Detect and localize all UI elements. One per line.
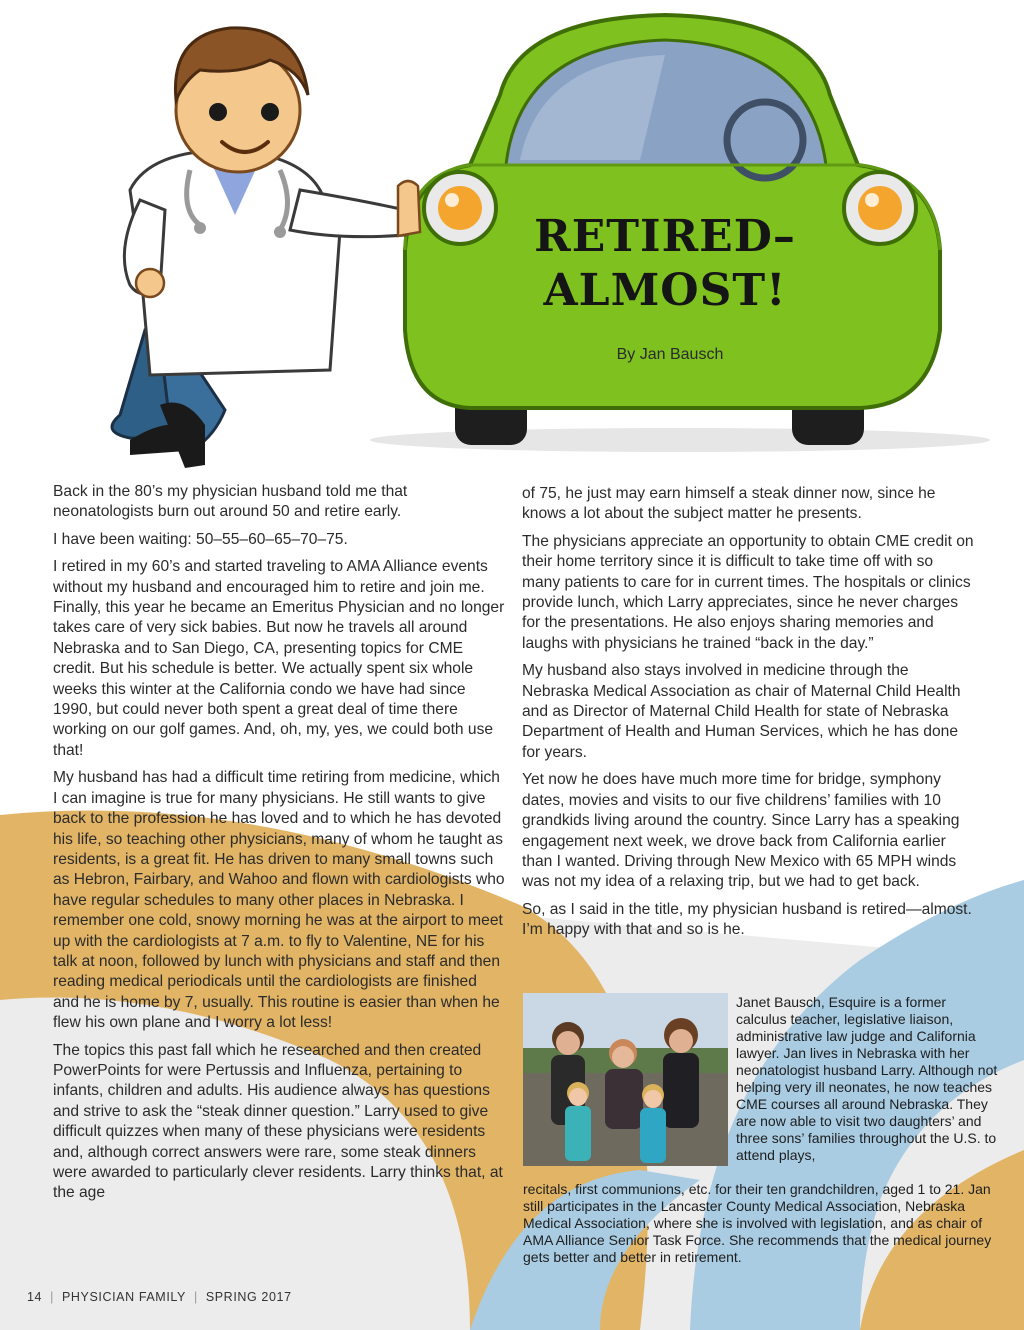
- byline: By Jan Bausch: [616, 346, 724, 363]
- left-paragraph-5: The topics this past fall which he researched and then created PowerPoints for were Pertussis and Influenza, pertaining to infants, children and adults. His audience always has questions and strive to ask the “steak dinner question.” Larry used to give difficult quizzes when many of these physicians were residents and, although correct answers were rare, some steak dinners were awarded to particularly clever residents. Larry thinks that, at the age: [53, 1041, 503, 1202]
- left-paragraph-4: My husband has had a difficult time retiring from medicine, which I can imagine is true for many physicians. He still wants to give back to the profession he has loved and to which he has devoted his life, so teaching other physicians, many of whom he taught as residents, is a great fit. He has driven to many small towns such as Hebron, Fairbary, and Wahoo and flown with cardiologists who have regular schedules to many other places in Nebraska. I remember one cold, snowy morning he was at the airport to meet up with the cardiologists at 7 a.m. to fly to Valentine, NE for his talk at noon, followed by lunch with physicians and staff and then reading medical periodicals until the cardiologists are finished and he is home by 7, usually. This routine is easier than when he flew his own plane and I worry a lot less!: [53, 769, 505, 1032]
- author-bio-bottom: recitals, first communions, etc. for their ten grandchildren, aged 1 to 21. Jan still participates in the Lancaster County Medical Association, Nebraska Medical Association, where she is involved with legislation, and as chair of AMA Alliance Senior Task Force. She recommends that the medical journey gets better and better in retirement.: [523, 1181, 992, 1265]
- right-paragraph-1: of 75, he just may earn himself a steak dinner now, since he knows a lot about the subject matter he presents.: [522, 485, 936, 523]
- page-footer: 14 | PHYSICIAN FAMILY | SPRING 2017: [27, 1290, 292, 1304]
- left-column: [53, 482, 505, 1211]
- publication-name: PHYSICIAN FAMILY: [61, 1290, 186, 1304]
- title-line-1: RETIRED–: [534, 211, 796, 262]
- right-paragraph-3: My husband also stays involved in medicine through the Nebraska Medical Association as chair of Maternal Child Health and as Director of Maternal Child Health for state of Nebraska Department of Health and Human Services, which he has done for years.: [522, 662, 961, 761]
- left-paragraph-2: I have been waiting: 50–55–60–65–70–75.: [53, 530, 348, 548]
- issue-date: SPRING 2017: [205, 1290, 292, 1304]
- family-photo: [523, 993, 728, 1166]
- left-paragraph-1: Back in the 80’s my physician husband told me that neonatologists burn out around 50 and retire early.: [53, 483, 408, 521]
- right-paragraph-2: The physicians appreciate an opportunity to obtain CME credit on their home territory since it is difficult to take time off with so many patients to care for in current times. The hospitals or clinics provide lunch, which Larry appreciates, since he never charges for the presentations. He also enjoys sharing memories and laughs with physicians he trained “back in the day.”: [522, 532, 974, 652]
- right-column: [522, 484, 974, 948]
- left-paragraph-3: I retired in my 60’s and started traveling to AMA Alliance events without my husband and encouraged him to retire and join me. Finally, this year he became an Emeritus Physician and no longer takes care of very sick babies. But now he travels all around Nebraska and to San Diego, CA, presenting topics for CME credit. But his schedule is better. We actually spent six whole weeks this winter at the California condo we have had since 1990, but could never both spent a great deal of time there working on our golf games. And, oh, my, yes, we could both use that!: [53, 558, 505, 759]
- right-paragraph-5: So, as I said in the title, my physician husband is retired—almost. I’m happy with that and so is he.: [522, 900, 972, 939]
- cartoon-doctor-icon: [112, 28, 420, 468]
- right-paragraph-4: Yet now he does have much more time for bridge, symphony dates, movies and visits to our five childrens’ families with 10 grandkids living around the country. Since Larry has a speaking engagement next week, we drove back from California earlier than I wanted. Driving through New Mexico with 65 MPH winds was not my idea of a relaxing trip, but we had to get back.: [522, 771, 960, 891]
- title-line-2: ALMOST!: [543, 265, 787, 316]
- article-title: [470, 210, 860, 318]
- author-bio-top: Janet Bausch, Esquire is a former calculus teacher, legislative liaison, administrative law judge and California lawyer. Jan lives in Nebraska with her neonatologist husband Larry. Although not helping very ill neonates, he now teaches CME courses all around Nebraska. They are now able to visit two daughters’ and three sons’ families throughout the U.S. to attend plays,: [736, 994, 998, 1163]
- page-number: 14: [27, 1290, 43, 1304]
